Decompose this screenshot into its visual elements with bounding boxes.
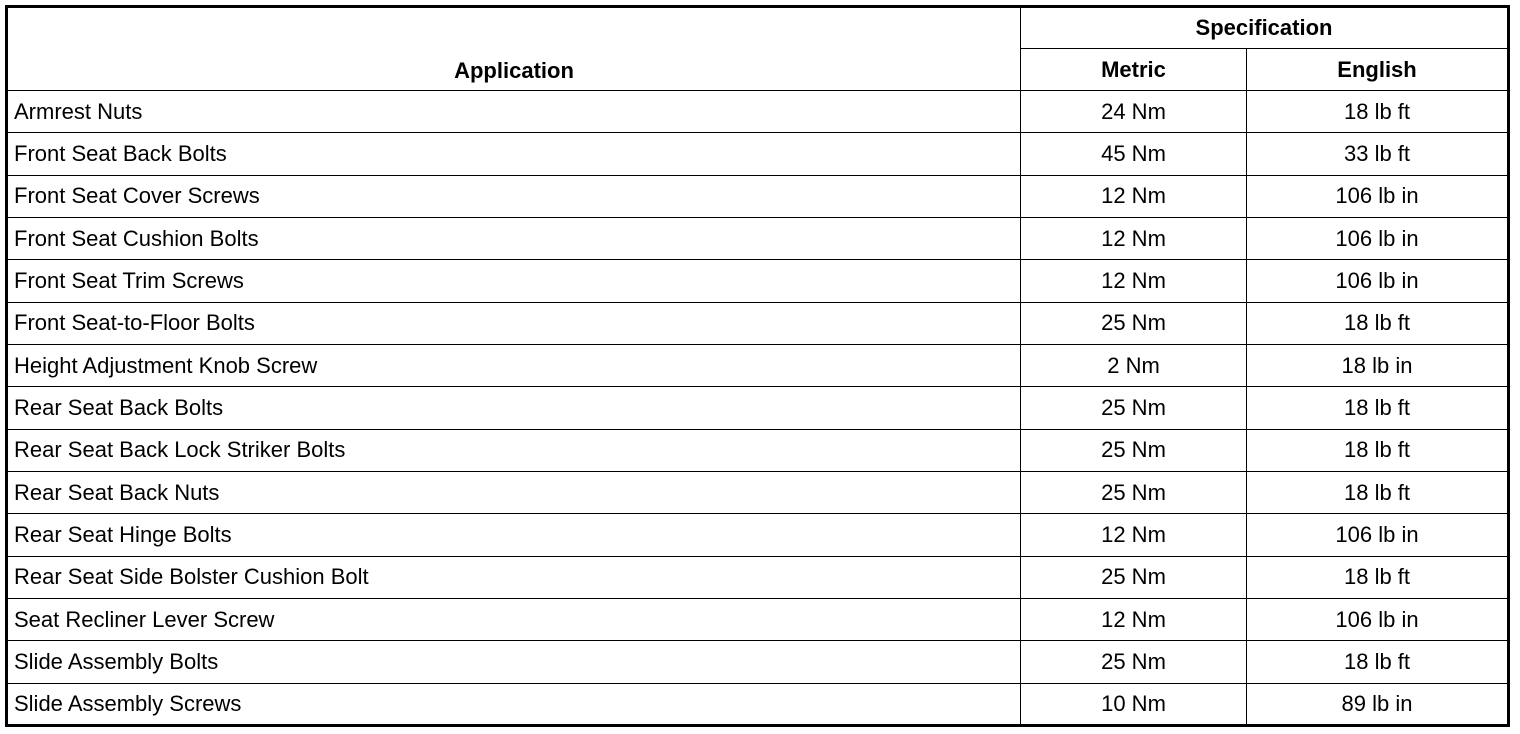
- english-cell: 106 lb in: [1247, 175, 1509, 217]
- table-row: [7, 429, 1509, 471]
- table-row: [7, 683, 1509, 725]
- metric-cell: 2 Nm: [1021, 344, 1247, 386]
- english-cell: 18 lb ft: [1247, 429, 1509, 471]
- table-row: [7, 302, 1509, 344]
- metric-cell: 12 Nm: [1021, 217, 1247, 259]
- metric-cell: 12 Nm: [1021, 175, 1247, 217]
- metric-cell: 25 Nm: [1021, 429, 1247, 471]
- application-cell: Rear Seat Back Bolts: [7, 387, 1021, 429]
- table-row: [7, 175, 1509, 217]
- english-cell: 106 lb in: [1247, 217, 1509, 259]
- application-cell: Rear Seat Hinge Bolts: [7, 514, 1021, 556]
- application-cell: Armrest Nuts: [7, 91, 1021, 133]
- table-row: [7, 260, 1509, 302]
- header-row-top: [7, 7, 1509, 49]
- english-cell: 106 lb in: [1247, 598, 1509, 640]
- application-cell: Front Seat-to-Floor Bolts: [7, 302, 1021, 344]
- english-cell: 18 lb ft: [1247, 91, 1509, 133]
- fastener-spec-table: [5, 5, 1510, 727]
- metric-cell: 25 Nm: [1021, 556, 1247, 598]
- table-header: [7, 7, 1509, 91]
- table-row: [7, 556, 1509, 598]
- table-row: [7, 471, 1509, 513]
- english-cell: 18 lb ft: [1247, 641, 1509, 683]
- application-header: Application: [7, 7, 1021, 91]
- english-cell: 18 lb ft: [1247, 387, 1509, 429]
- english-cell: 33 lb ft: [1247, 133, 1509, 175]
- metric-cell: 25 Nm: [1021, 641, 1247, 683]
- table-row: [7, 598, 1509, 640]
- metric-cell: 25 Nm: [1021, 302, 1247, 344]
- english-cell: 106 lb in: [1247, 514, 1509, 556]
- english-header: English: [1247, 49, 1509, 91]
- metric-cell: 25 Nm: [1021, 387, 1247, 429]
- application-cell: Front Seat Back Bolts: [7, 133, 1021, 175]
- metric-cell: 12 Nm: [1021, 598, 1247, 640]
- table-row: [7, 514, 1509, 556]
- metric-header: Metric: [1021, 49, 1247, 91]
- metric-cell: 45 Nm: [1021, 133, 1247, 175]
- english-cell: 89 lb in: [1247, 683, 1509, 725]
- application-cell: Front Seat Trim Screws: [7, 260, 1021, 302]
- metric-cell: 12 Nm: [1021, 260, 1247, 302]
- metric-cell: 12 Nm: [1021, 514, 1247, 556]
- table-row: [7, 217, 1509, 259]
- application-cell: Front Seat Cushion Bolts: [7, 217, 1021, 259]
- application-cell: Rear Seat Back Nuts: [7, 471, 1021, 513]
- table-row: [7, 344, 1509, 386]
- table-row: [7, 133, 1509, 175]
- application-cell: Seat Recliner Lever Screw: [7, 598, 1021, 640]
- application-cell: Slide Assembly Bolts: [7, 641, 1021, 683]
- english-cell: 18 lb ft: [1247, 556, 1509, 598]
- application-cell: Rear Seat Side Bolster Cushion Bolt: [7, 556, 1021, 598]
- application-cell: Rear Seat Back Lock Striker Bolts: [7, 429, 1021, 471]
- english-cell: 18 lb ft: [1247, 302, 1509, 344]
- table-body: [7, 91, 1509, 726]
- table-row: [7, 387, 1509, 429]
- table-row: [7, 641, 1509, 683]
- table-row: [7, 91, 1509, 133]
- application-cell: Front Seat Cover Screws: [7, 175, 1021, 217]
- english-cell: 106 lb in: [1247, 260, 1509, 302]
- specification-header: Specification: [1021, 7, 1509, 49]
- english-cell: 18 lb in: [1247, 344, 1509, 386]
- application-cell: Slide Assembly Screws: [7, 683, 1021, 725]
- application-cell: Height Adjustment Knob Screw: [7, 344, 1021, 386]
- metric-cell: 25 Nm: [1021, 471, 1247, 513]
- english-cell: 18 lb ft: [1247, 471, 1509, 513]
- metric-cell: 10 Nm: [1021, 683, 1247, 725]
- metric-cell: 24 Nm: [1021, 91, 1247, 133]
